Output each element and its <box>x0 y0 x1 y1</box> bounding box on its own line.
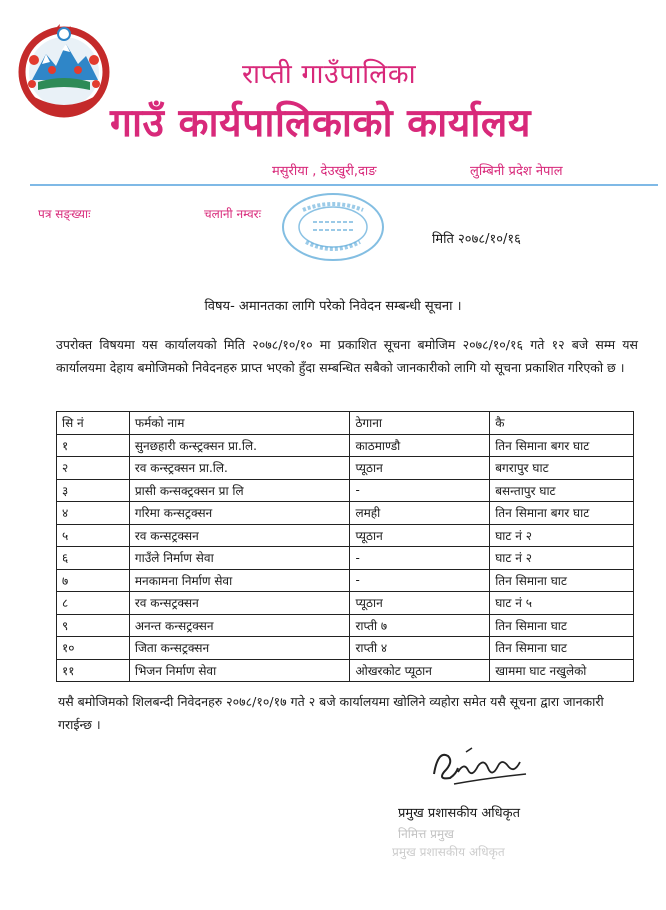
table-row <box>57 592 634 615</box>
cell-address: प्यूठान <box>350 524 490 547</box>
table-header-row <box>57 412 634 435</box>
cell-firm: प्रासी कन्सक्ट्रक्सन प्रा लि <box>129 479 350 502</box>
cell-ghat: खाममा घाट नखुलेको <box>490 659 634 682</box>
cell-sn: २ <box>57 457 130 480</box>
nepal-emblem-icon <box>12 20 116 120</box>
cell-address: प्यूठान <box>350 592 490 615</box>
cell-address: राप्ती ७ <box>350 614 490 637</box>
office-name: गाउँ कार्यपालिकाको कार्यालय <box>110 101 531 146</box>
applications-table <box>56 411 634 682</box>
cell-address: काठमाण्डौ <box>350 434 490 457</box>
table-row <box>57 637 634 660</box>
municipality-name: राप्ती गाउँपालिका <box>242 59 417 90</box>
cell-firm: रव कन्सट्रक्सन <box>129 524 350 547</box>
col-header-ghat: कै <box>490 412 634 435</box>
cell-firm: भिजन निर्माण सेवा <box>129 659 350 682</box>
cell-ghat: तिन सिमाना घाट <box>490 637 634 660</box>
cell-firm: अनन्त कन्सट्रक्सन <box>129 614 350 637</box>
cell-firm: जिता कन्सट्रक्सन <box>129 637 350 660</box>
stamp-line-2: प्रमुख प्रशासकीय अधिकृत <box>392 845 505 859</box>
cell-sn: ४ <box>57 502 130 525</box>
col-header-sn: सि नं <box>57 412 130 435</box>
cell-sn: १० <box>57 637 130 660</box>
cell-firm: मनकामना निर्माण सेवा <box>129 569 350 592</box>
cell-address: ओखरकोट प्यूठान <box>350 659 490 682</box>
patra-sankhya-label: पत्र सङ्ख्याः <box>38 207 91 221</box>
cell-firm: गरिमा कन्सट्रक्सन <box>129 502 350 525</box>
handwritten-signature <box>428 744 532 792</box>
chalani-number-label: चलानी नम्वरः <box>204 207 262 221</box>
table-row <box>57 614 634 637</box>
cell-ghat: घाट नं २ <box>490 524 634 547</box>
cell-sn: ९ <box>57 614 130 637</box>
col-header-address: ठेगाना <box>350 412 490 435</box>
cell-ghat: घाट नं ५ <box>490 592 634 615</box>
table-row <box>57 434 634 457</box>
signatory-designation: प्रमुख प्रशासकीय अधिकृत <box>398 806 521 821</box>
cell-ghat: तिन सिमाना घाट <box>490 614 634 637</box>
table-row <box>57 569 634 592</box>
cell-ghat: तिन सिमाना घाट <box>490 569 634 592</box>
stamp-line-1: निमित्त प्रमुख <box>398 827 454 841</box>
table-row <box>57 524 634 547</box>
table-row <box>57 457 634 480</box>
cell-ghat: तिन सिमाना बगर घाट <box>490 434 634 457</box>
province-name: लुम्बिनी प्रदेश नेपाल <box>470 164 563 179</box>
cell-sn: ५ <box>57 524 130 547</box>
office-seal-icon <box>278 190 388 264</box>
notice-subject: विषय- अमानतका लागि परेको निवेदन सम्बन्धी सूचना । <box>204 299 462 314</box>
cell-sn: १ <box>57 434 130 457</box>
cell-sn: ३ <box>57 479 130 502</box>
cell-firm: गाउँले निर्माण सेवा <box>129 547 350 570</box>
cell-address: राप्ती ४ <box>350 637 490 660</box>
cell-address: - <box>350 547 490 570</box>
cell-sn: ८ <box>57 592 130 615</box>
notice-body: उपरोक्त विषयमा यस कार्यालयको मिति २०७८/१०/१० मा प्रकाशित सूचना बमोजिम २०७८/१०/१६ गते १२ बजे सम्म यस कार्यालयमा देहाय बमोजिमको निवेदनहरु प्राप्त भएको हुँदा सम्बन्धित सबैको जानकारीको लागि यो सूचना प्रकाशित गरिएको छ । <box>56 337 638 375</box>
cell-ghat: बगरापुर घाट <box>490 457 634 480</box>
cell-firm: रव कन्सट्रक्सन <box>129 592 350 615</box>
table-row <box>57 547 634 570</box>
header-divider <box>30 184 658 186</box>
notice-footer: यसै बमोजिमको शिलबन्दी निवेदनहरु २०७८/१०/१७ गते २ बजे कार्यालयमा खोलिने व्यहोरा समेत यसै सूचना द्वारा जानकारी गराईन्छ । <box>58 694 604 732</box>
cell-address: लमही <box>350 502 490 525</box>
cell-ghat: बसन्तापुर घाट <box>490 479 634 502</box>
table-row <box>57 502 634 525</box>
table-row <box>57 659 634 682</box>
cell-address: - <box>350 569 490 592</box>
cell-sn: ६ <box>57 547 130 570</box>
issue-date: मिति २०७८/१०/१६ <box>432 232 521 247</box>
cell-ghat: घाट नं २ <box>490 547 634 570</box>
cell-firm: सुनछहारी कन्स्ट्रक्सन प्रा.लि. <box>129 434 350 457</box>
cell-ghat: तिन सिमाना बगर घाट <box>490 502 634 525</box>
cell-address: - <box>350 479 490 502</box>
cell-firm: रव कन्स्ट्रक्सन प्रा.लि. <box>129 457 350 480</box>
col-header-firm: फर्मको नाम <box>129 412 350 435</box>
table-row <box>57 479 634 502</box>
cell-sn: ११ <box>57 659 130 682</box>
office-address: मसुरीया , देउखुरी,दाङ <box>272 164 377 179</box>
cell-sn: ७ <box>57 569 130 592</box>
cell-address: प्यूठान <box>350 457 490 480</box>
